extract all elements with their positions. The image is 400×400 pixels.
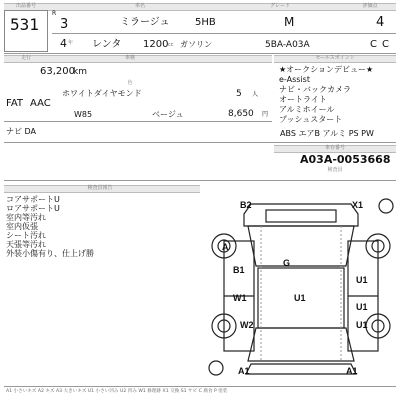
divider	[52, 33, 396, 34]
doors: 5	[236, 89, 242, 99]
sales-point-item: ナビ・バックカメラ	[279, 85, 351, 94]
damage-mark: U1	[356, 320, 368, 330]
footer-legend: A1 小さいキズ A2 キズ A3 大きいキズ U1 小さい凹み U2 凹み W1 修理跡 X1 交換 S1 サビ C 腐食 P 塗装	[6, 389, 228, 394]
transmission: FAT	[6, 98, 24, 109]
nav-equipment: ナビ DA	[6, 127, 37, 136]
divider	[4, 121, 272, 122]
car-name: ミラージュ	[120, 17, 170, 28]
damage-mark: U1	[356, 302, 368, 312]
note-item: ロアサポートU	[6, 204, 60, 213]
exterior-grade: C	[382, 39, 389, 50]
usage: レンタ	[92, 39, 122, 50]
sales-points-title: セールスポイント	[315, 55, 355, 61]
note-item: 外装小傷有り、仕上げ勝	[6, 249, 94, 258]
sales-point-item: アルミホイール	[279, 105, 335, 114]
grade-label: グレード	[269, 3, 290, 9]
divider	[4, 53, 396, 54]
divider	[4, 386, 396, 387]
body-type: 5HB	[195, 17, 216, 28]
note-item: コアサポートU	[6, 195, 60, 204]
sales-point-item: オートライト	[279, 95, 327, 104]
damage-mark: A	[222, 242, 229, 252]
damage-mark: B1	[233, 265, 245, 275]
color-code: W85	[74, 110, 93, 119]
divider	[4, 142, 396, 143]
header-bar	[4, 3, 396, 11]
notes-title: 検査員報告	[87, 185, 113, 191]
damage-mark: G	[283, 258, 291, 268]
month-label: 年	[68, 40, 74, 46]
damage-mark: A1	[346, 366, 358, 376]
month-value: 4	[60, 37, 67, 50]
mileage-unit: km	[73, 67, 87, 77]
fuel: ガソリン	[180, 40, 212, 49]
sales-point-item: e-Assist	[279, 75, 310, 84]
car-name-label: 車名	[134, 3, 145, 9]
recycle-fee: 8,650	[228, 109, 254, 119]
cc-label: cc	[168, 42, 174, 48]
color: ホワイトダイヤモンド	[62, 89, 142, 98]
model-code: 5BA-A03A	[265, 40, 310, 50]
lot-label: 出品番号	[15, 3, 36, 9]
score-label: 評価点	[362, 3, 378, 9]
divider	[4, 180, 396, 181]
note-item: 室内仮張	[6, 222, 38, 231]
note-item: 天張等汚れ	[6, 240, 46, 249]
grade: M	[284, 15, 295, 29]
mileage: 63,200	[40, 66, 75, 77]
ac: AAC	[30, 98, 51, 109]
damage-mark: U1	[356, 275, 368, 285]
mileage-label: 走行	[20, 55, 31, 61]
chassis-number: A03A-0053668	[300, 153, 391, 166]
damage-mark: X1	[352, 200, 364, 210]
recycle-unit: 円	[262, 111, 269, 118]
damage-mark: W2	[240, 320, 254, 330]
year-value: 3	[60, 17, 69, 32]
score: 4	[376, 15, 385, 30]
damage-mark: A1	[238, 366, 250, 376]
damage-mark: W1	[233, 293, 247, 303]
lot-number: 531	[10, 15, 39, 34]
color-label: 色	[127, 80, 133, 86]
inspection-label: 車検	[124, 55, 135, 61]
damage-mark: B2	[240, 200, 252, 210]
chassis-sub-label: 検査員	[327, 167, 343, 173]
sales-point-item: ★オークションデビュー★	[279, 65, 374, 74]
car-damage-diagram	[206, 196, 396, 378]
displacement: 1200	[143, 39, 169, 50]
note-item: 室内等汚れ	[6, 213, 46, 222]
year-era: R	[52, 10, 57, 17]
equipment: ABS エアB アルミ PS PW	[280, 129, 374, 138]
interior-grade: C	[370, 39, 377, 50]
damage-mark: U1	[294, 293, 306, 303]
doors-unit: 人	[252, 91, 259, 98]
interior-color: ベージュ	[152, 110, 184, 119]
sales-point-item: プッシュスタート	[279, 115, 343, 124]
note-item: シート汚れ	[6, 231, 46, 240]
chassis-label: 車台番号	[324, 145, 345, 151]
